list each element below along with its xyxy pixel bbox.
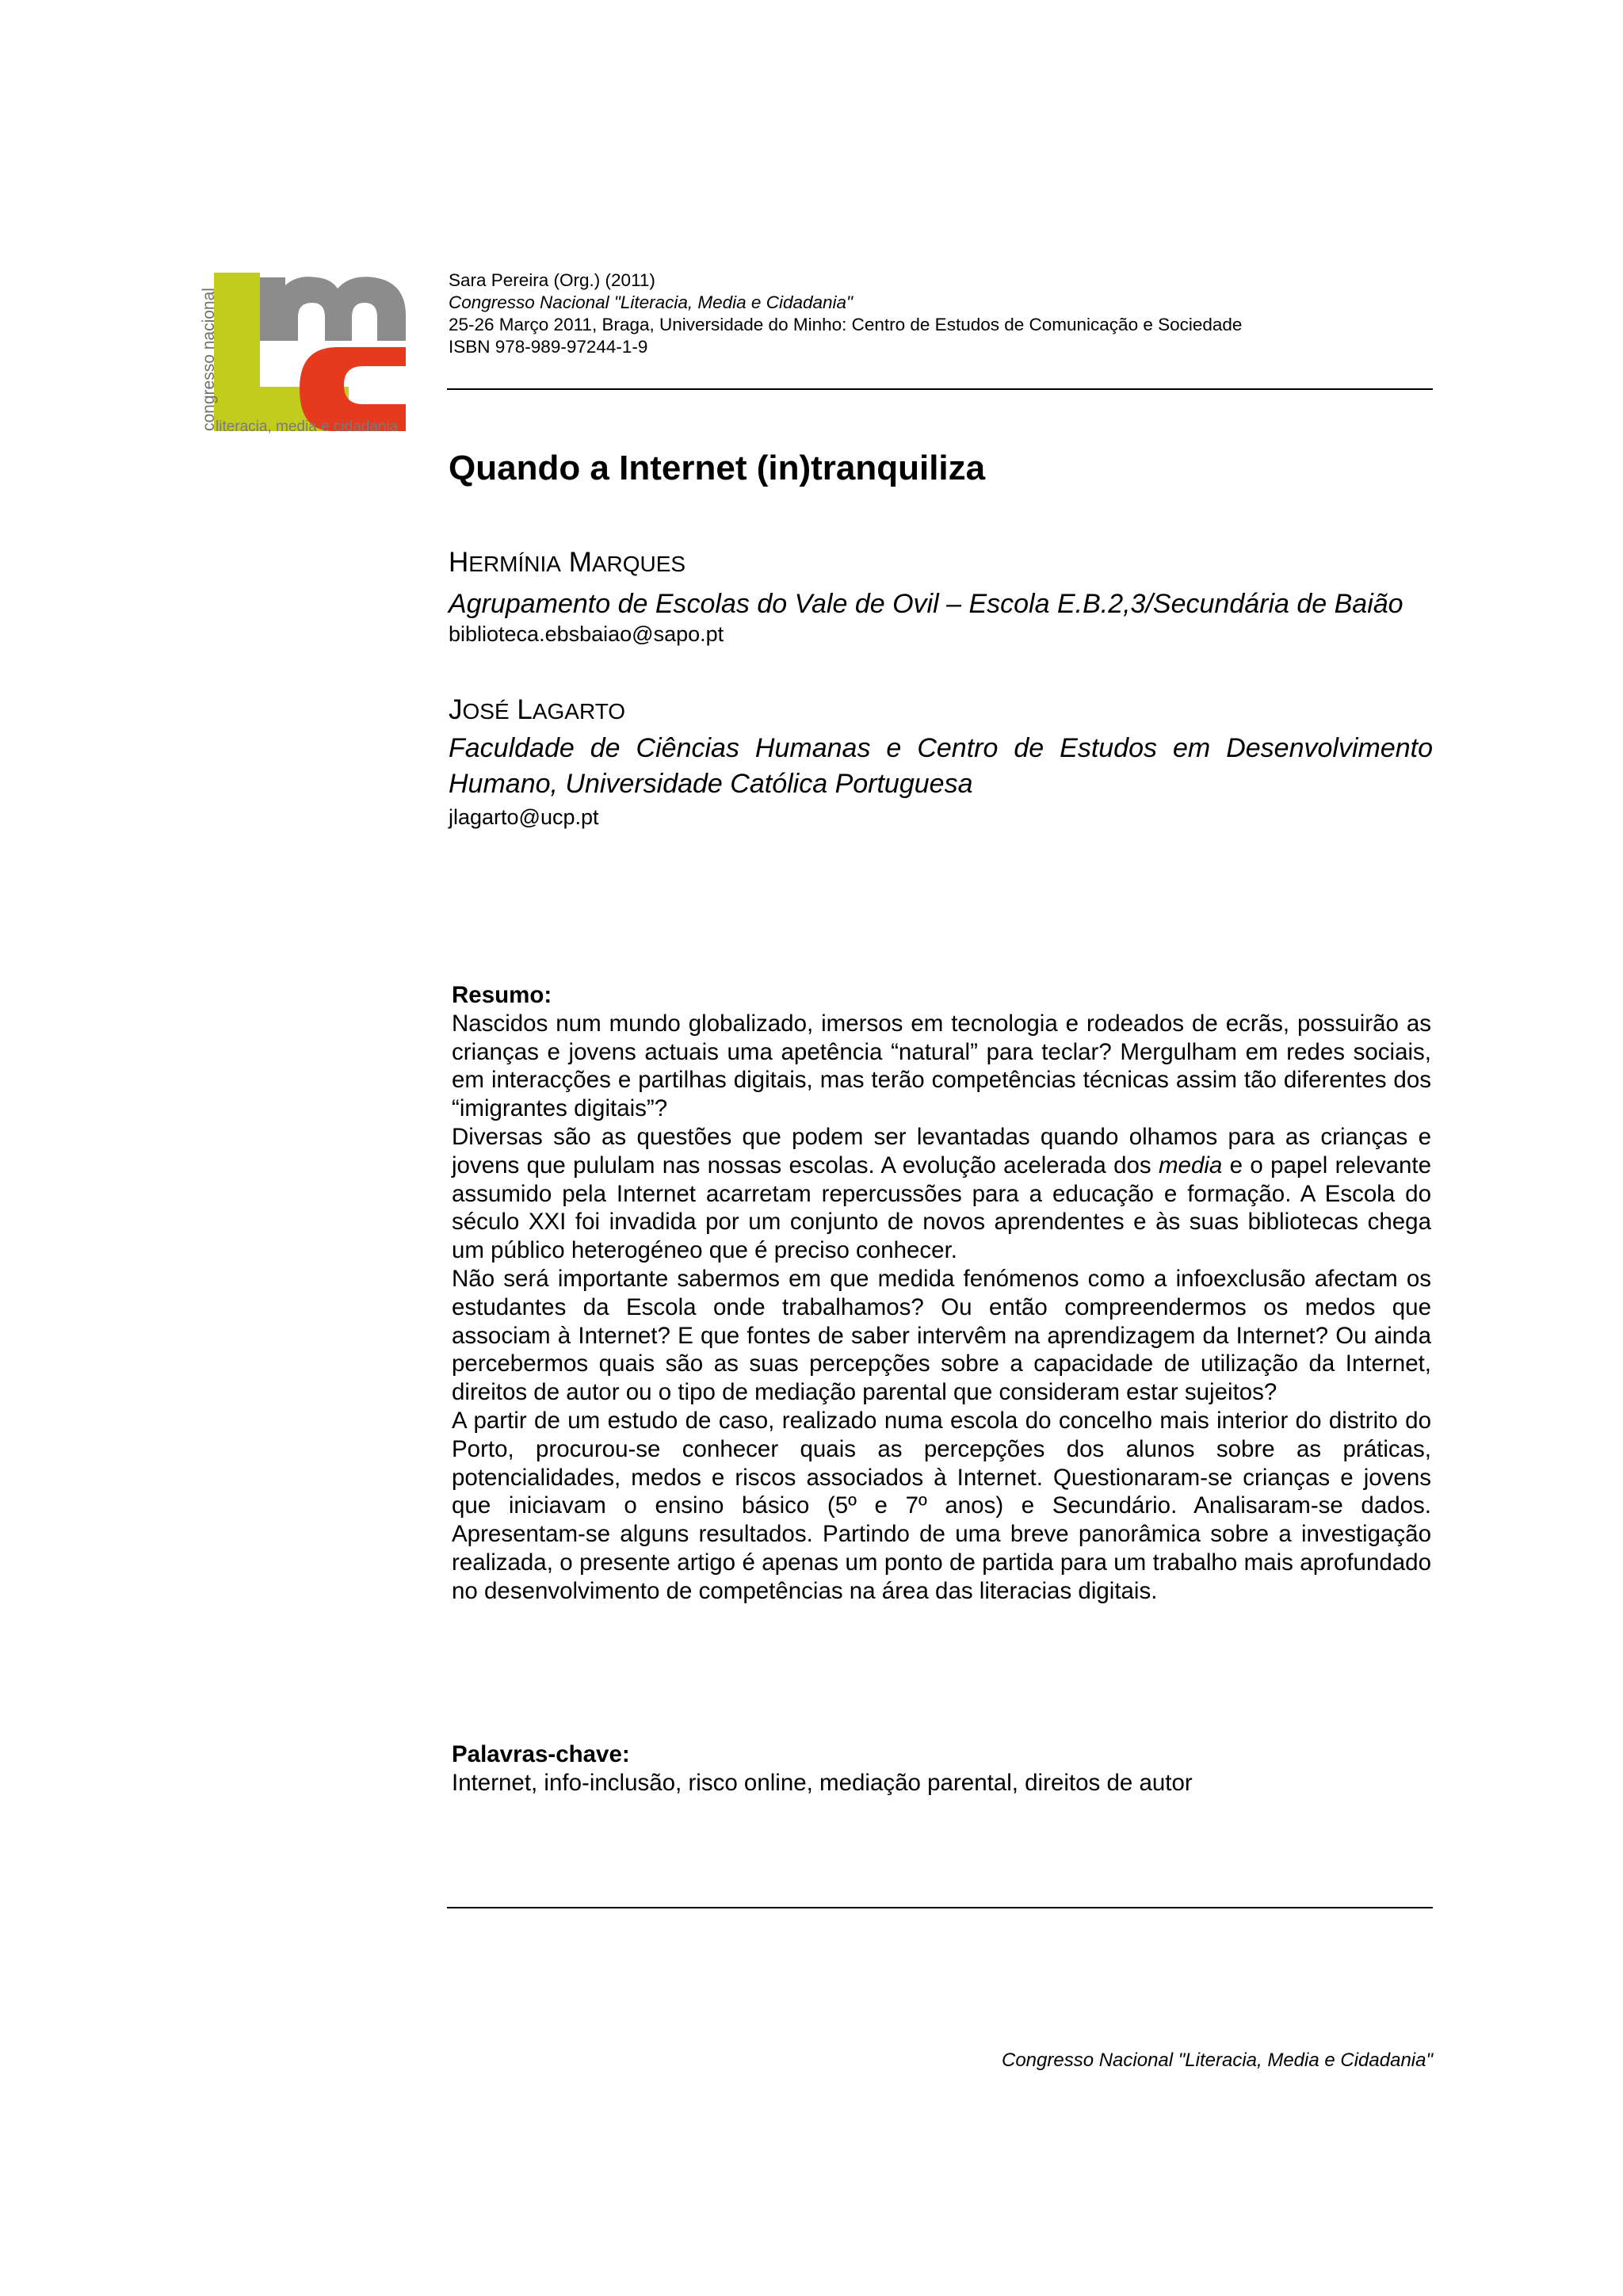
citation-venue: 25-26 Março 2011, Braga, Universidade do Minho: Centro de Estudos de Comunicação e Sociedade bbox=[449, 315, 1243, 334]
keywords-heading: Palavras-chave: bbox=[452, 1741, 630, 1767]
emphasis-media: media bbox=[1158, 1152, 1223, 1179]
abstract-paragraph: Não será importante sabermos em que medida fenómenos como a infoexclusão afectam os estudantes da Escola onde trabalhamos? Ou então compreendermos os medos que associam à Internet? E que fontes de saber intervêm na aprendizagem da Internet? Ou ainda percebermos quais são as suas percepções sobre a capacidade de utilização da Internet, direitos de autor ou o tipo de mediação parental que consideram estar sujeitos? bbox=[452, 1265, 1431, 1406]
citation-isbn: ISBN 978-989-97244-1-9 bbox=[449, 337, 648, 357]
logo-vertical-text: congresso nacional bbox=[200, 288, 218, 431]
citation-congress: Congresso Nacional "Literacia, Media e Cidadania" bbox=[449, 292, 854, 312]
logo-bottom-text: literacia, media e cidadania bbox=[216, 418, 399, 435]
author-email: jlagarto@ucp.pt bbox=[449, 805, 599, 829]
keywords-list: Internet, info-inclusão, risco online, mediação parental, direitos de autor bbox=[452, 1770, 1193, 1796]
author-name: HERMÍNIA MARQUES bbox=[449, 547, 686, 578]
header-divider bbox=[447, 388, 1433, 390]
paper-title: Quando a Internet (in)tranquiliza bbox=[449, 449, 986, 487]
lmc-logo-graphic bbox=[198, 268, 414, 436]
abstract-paragraph: Nascidos num mundo globalizado, imersos em tecnologia e rodeados de ecrãs, possuirão as crianças e jovens actuais uma apetência “natural” para teclar? Mergulham em redes sociais, em interacções e partilhas digitais, mas terão competências técnicas assim tão diferentes dos “imigrantes digitais”? bbox=[452, 1010, 1431, 1122]
author-name: JOSÉ LAGARTO bbox=[449, 694, 626, 725]
abstract-paragraph: A partir de um estudo de caso, realizado numa escola do concelho mais interior do distrito do Porto, procurou-se conhecer quais as percepções dos alunos sobre as práticas, potencialidades, medos e riscos associados à Internet. Questionaram-se crianças e jovens que iniciavam o ensino básico (5º e 7º anos) e Secundário. Analisaram-se dados. Apresentam-se alguns resultados. Partindo de uma breve panorâmica sobre a investigação realizada, o presente artigo é apenas um ponto de partida para um trabalho mais aprofundado no desenvolvimento de competências na área das literacias digitais. bbox=[452, 1407, 1431, 1604]
author-email: biblioteca.ebsbaiao@sapo.pt bbox=[449, 622, 724, 646]
page-footer: Congresso Nacional "Literacia, Media e Cidadania" bbox=[1001, 2050, 1433, 2071]
citation-block bbox=[449, 269, 1431, 358]
abstract-heading: Resumo: bbox=[452, 982, 552, 1008]
keywords-section bbox=[452, 1740, 1431, 1797]
conference-logo bbox=[198, 268, 414, 436]
citation-editor: Sara Pereira (Org.) (2011) bbox=[449, 270, 655, 290]
author-affiliation: Faculdade de Ciências Humanas e Centro de Estudos em Desenvolvimento Humano, Universidade Católica Portuguesa bbox=[449, 733, 1433, 799]
abstract-paragraph: Diversas são as questões que podem ser levantadas quando olhamos para as crianças e jovens que pululam nas nossas escolas. A evolução acelerada dos media e o papel relevante assumido pela Internet acarretam repercussões para a educação e formação. A Escola do século XXI foi invadida por um conjunto de novos aprendentes e às suas bibliotecas chega um público heterogéneo que é preciso conhecer. bbox=[452, 1123, 1431, 1264]
author-affiliation: Agrupamento de Escolas do Vale de Ovil – Escola E.B.2,3/Secundária de Baião bbox=[449, 589, 1403, 619]
abstract-section bbox=[452, 981, 1431, 1606]
footer-divider bbox=[447, 1907, 1433, 1908]
